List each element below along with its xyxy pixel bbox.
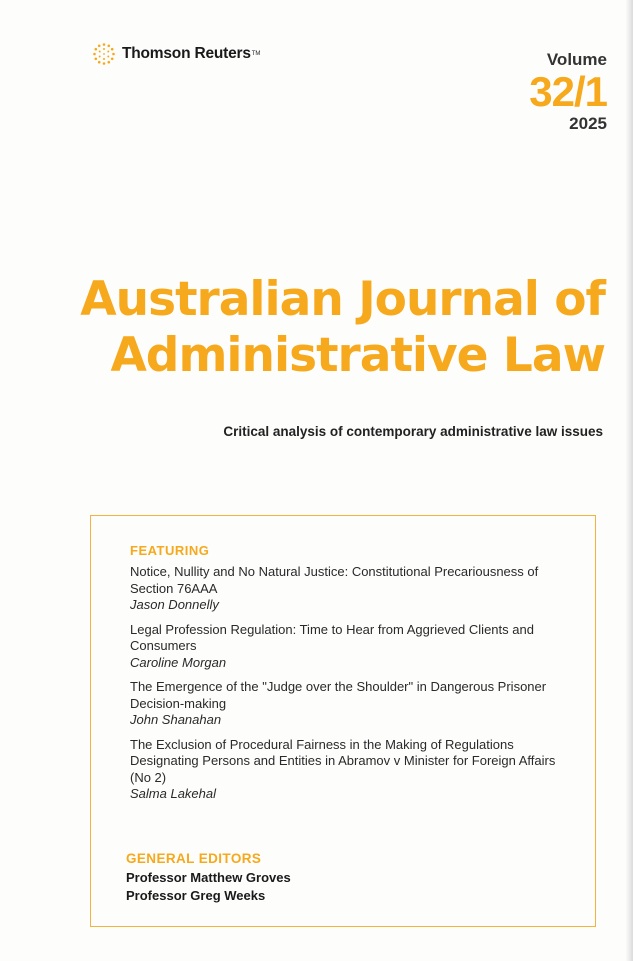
article-author: John Shanahan [130,712,222,727]
general-editors-list [126,869,291,905]
article-title: The Emergence of the "Judge over the Shoulder" in Dangerous Prisoner Decision-making [130,679,547,711]
article-author: Salma Lakehal [130,786,216,801]
article-author: Caroline Morgan [130,654,227,670]
journal-title-line-1: Australian Journal of [80,272,605,327]
general-editors-heading: GENERAL EDITORS [126,851,262,866]
publisher-name: Thomson Reuters [122,45,251,62]
editor-name: Professor Matthew Groves [126,870,291,885]
featuring-heading: FEATURING [130,543,210,558]
featured-article [130,564,570,614]
editor-name: Professor Greg Weeks [126,888,266,903]
journal-title [0,272,605,384]
volume-label: Volume [546,50,607,69]
volume-number: 32/1 [529,68,607,115]
article-title: The Exclusion of Procedural Fairness in the Making of Regulations Designating Persons and Entities in Abramov v Minister for Foreign Affairs (No 2) [130,736,556,785]
article-author: Jason Donnelly [130,597,219,612]
trademark-mark: TM [251,51,261,57]
volume-block [529,50,607,134]
article-title: Notice, Nullity and No Natural Justice: Constitutional Precariousness of Section 76AAA [130,564,539,596]
featured-article [130,679,570,729]
featured-article [130,622,570,672]
featured-article [130,737,570,803]
thomson-reuters-dots-icon [92,42,116,66]
page-edge-shadow [625,0,633,961]
featured-articles-list [130,564,570,811]
article-title: Legal Profession Regulation: Time to Hear from Aggrieved Clients and Consumers [130,621,534,653]
publisher-logo [92,42,260,66]
journal-subtitle: Critical analysis of contemporary administrative law issues [223,424,603,439]
journal-title-line-2: Administrative Law [110,328,605,383]
volume-year: 2025 [569,114,607,133]
